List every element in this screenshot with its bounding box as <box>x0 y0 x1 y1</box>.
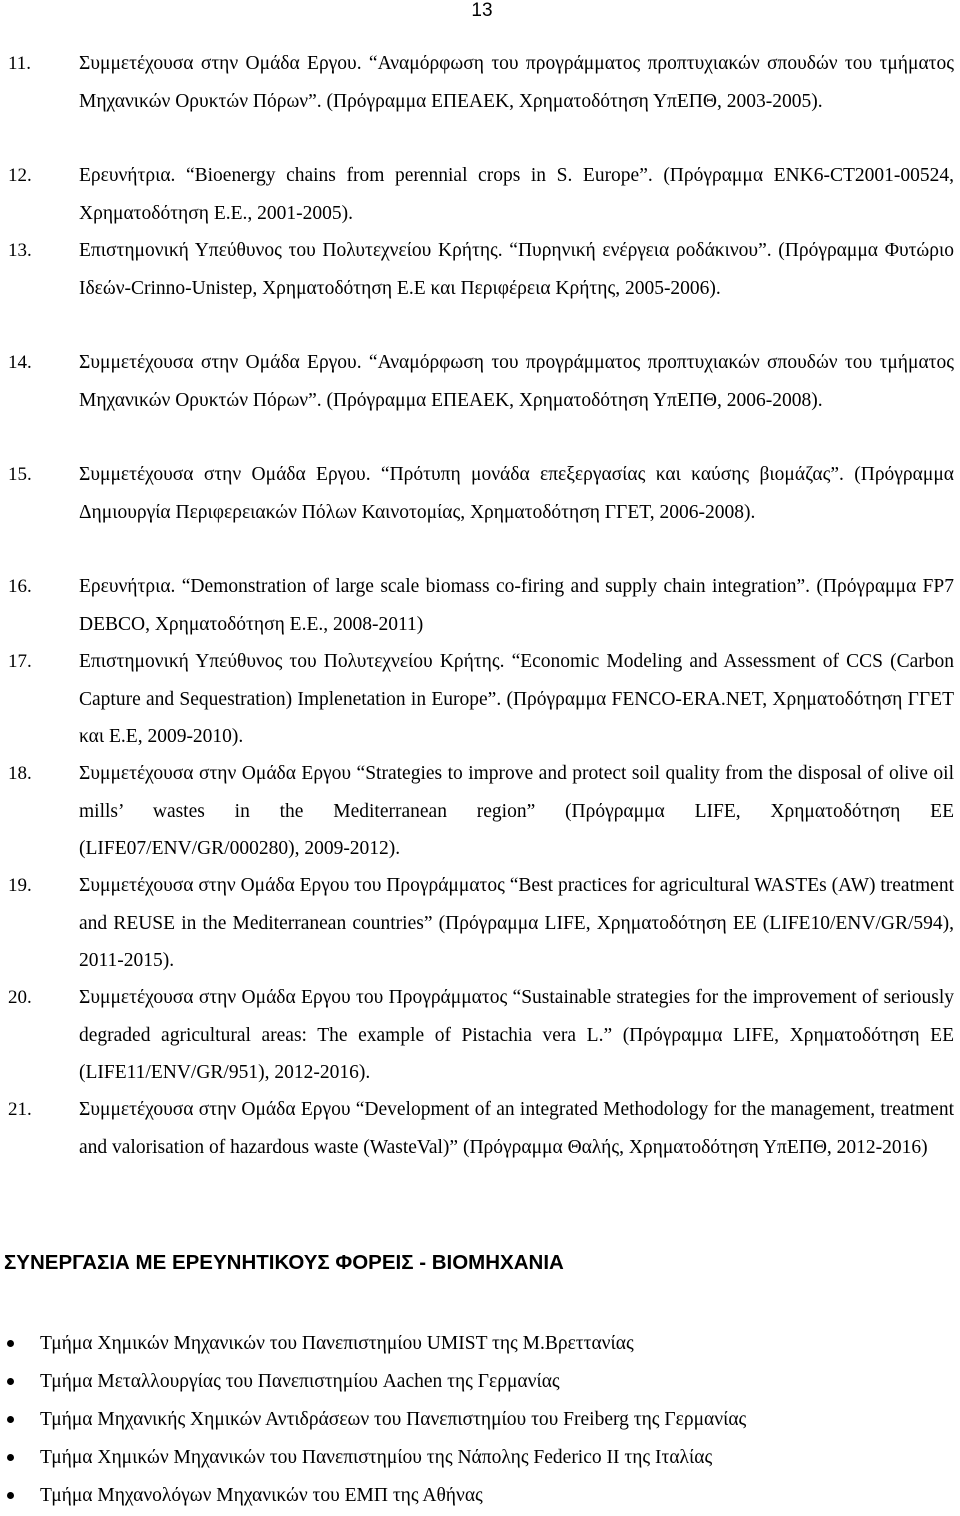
item-text: Συμμετέχουσα στην Ομάδα Εργου “Strategies to improve and protect soil quality from the disposal of olive oil mills’ wastes in the Mediterranean region” (Πρόγραμμα LIFE, Χρηματοδότηση ΕΕ (LIFE07/ENV/GR/000280), 2009-2012). <box>79 763 954 859</box>
item-number: 16. <box>8 576 32 597</box>
bullet-text: Τμήμα Χημικών Μηχανικών του Πανεπιστημίου της Νάπολης Federico II της Ιταλίας <box>40 1447 713 1468</box>
bullet-item <box>0 1328 960 1364</box>
item-text: Συμμετέχουσα στην Ομάδα Εργου του Προγράμματος “Sustainable strategies for the improvement of seriously degraded agricultural areas: The example of Pistachia vera L.” (Πρόγραμμα LIFE, Χρηματοδότηση ΕΕ (LIFE11/ENV/GR/951), 2012-2016). <box>79 987 954 1083</box>
item-text: Συμμετέχουσα στην Ομάδα Εργου “Development of an integrated Methodology for the management, treatment and valorisation of hazardous waste (WasteVal)” (Πρόγραμμα Θαλής, Χρηματοδότηση ΥπΕΠΘ, 2012-2016) <box>79 1099 954 1158</box>
item-number: 12. <box>8 165 32 186</box>
bullet-item <box>0 1366 960 1402</box>
item-number: 11. <box>8 53 32 74</box>
item-text: Συμμετέχουσα στην Ομάδα Εργου. “Αναμόρφωση του προγράμματος προπτυχιακών σπουδών του τμήματος Μηχανικών Ορυκτών Πόρων”. (Πρόγραμμα ΕΠΕΑΕΚ, Χρηματοδότηση ΥπΕΠΘ, 2006-2008). <box>79 352 954 411</box>
bullet-text: Τμήμα Μεταλλουργίας του Πανεπιστημίου Aachen της Γερμανίας <box>40 1371 560 1392</box>
item-number: 14. <box>8 352 32 373</box>
bullet-text: Τμήμα Χημικών Μηχανικών του Πανεπιστημίου UMIST της Μ.Βρεττανίας <box>40 1333 634 1354</box>
item-number: 15. <box>8 464 32 485</box>
item-text: Συμμετέχουσα στην Ομάδα Εργου. “Πρότυπη μονάδα επεξεργασίας και καύσης βιομάζας”. (Πρόγραμμα Δημιουργία Περιφερειακών Πόλων Καινοτομίας, Χρηματοδότηση ΓΓΕΤ, 2006-2008). <box>79 464 954 523</box>
item-number: 13. <box>8 240 32 261</box>
bullet-icon <box>7 1378 14 1385</box>
item-text: Ερευνήτρια. “Demonstration of large scale biomass co-firing and supply chain integration”. (Πρόγραμμα FP7 DEBCO, Χρηματοδότηση Ε.Ε., 2008-2011) <box>79 576 954 635</box>
bullet-icon <box>7 1454 14 1461</box>
item-number: 21. <box>8 1099 32 1120</box>
item-number: 19. <box>8 875 32 896</box>
item-text: Επιστημονική Υπεύθυνος του Πολυτεχνείου Κρήτης. “Πυρηνική ενέργεια ροδάκινου”. (Πρόγραμμα Φυτώριο Ιδεών-Crinno-Unistep, Χρηματοδότηση Ε.Ε και Περιφέρεια Κρήτης, 2005-2006). <box>79 240 954 299</box>
bullet-text: Τμήμα Μηχανολόγων Μηχανικών του ΕΜΠ της Αθήνας <box>40 1485 483 1506</box>
bullet-text: Τμήμα Μηχανικής Χημικών Αντιδράσεων του Πανεπιστημίου του Freiberg της Γερμανίας <box>40 1409 747 1430</box>
item-text: Ερευνήτρια. “Bioenergy chains from perennial crops in S. Europe”. (Πρόγραμμα ENK6-CT2001-00524, Χρηματοδότηση Ε.Ε., 2001-2005). <box>79 165 954 224</box>
bullet-icon <box>7 1416 14 1423</box>
item-text: Επιστημονική Υπεύθυνος του Πολυτεχνείου Κρήτης. “Economic Modeling and Assessment of CCS (Carbon Capture and Sequestration) Implenetation in Europe”. (Πρόγραμμα FENCO-ERA.NET, Χρηματοδότηση ΓΓΕΤ και Ε.Ε, 2009-2010). <box>79 651 954 747</box>
item-text: Συμμετέχουσα στην Ομάδα Εργου του Προγράμματος “Best practices for agricultural WASTEs (AW) treatment and REUSE in the Mediterranean countries” (Πρόγραμμα LIFE, Χρηματοδότηση ΕΕ (LIFE10/ENV/GR/594), 2011-2015). <box>79 875 954 971</box>
section-heading: ΣΥΝΕΡΓΑΣΙΑ ΜΕ ΕΡΕΥΝΗΤΙΚΟΥΣ ΦΟΡΕΙΣ - ΒΙΟΜΗΧΑΝΙΑ <box>4 1251 564 1274</box>
bullet-icon <box>7 1340 14 1347</box>
item-number: 17. <box>8 651 32 672</box>
item-number: 18. <box>8 763 32 784</box>
item-text: Συμμετέχουσα στην Ομάδα Εργου. “Αναμόρφωση του προγράμματος προπτυχιακών σπουδών του τμήματος Μηχανικών Ορυκτών Πόρων”. (Πρόγραμμα ΕΠΕΑΕΚ, Χρηματοδότηση ΥπΕΠΘ, 2003-2005). <box>79 53 954 112</box>
page-number: 13 <box>471 0 493 21</box>
bullet-icon <box>7 1492 14 1499</box>
bullet-item <box>0 1404 960 1440</box>
bullet-item <box>0 1442 960 1478</box>
item-number: 20. <box>8 987 32 1008</box>
